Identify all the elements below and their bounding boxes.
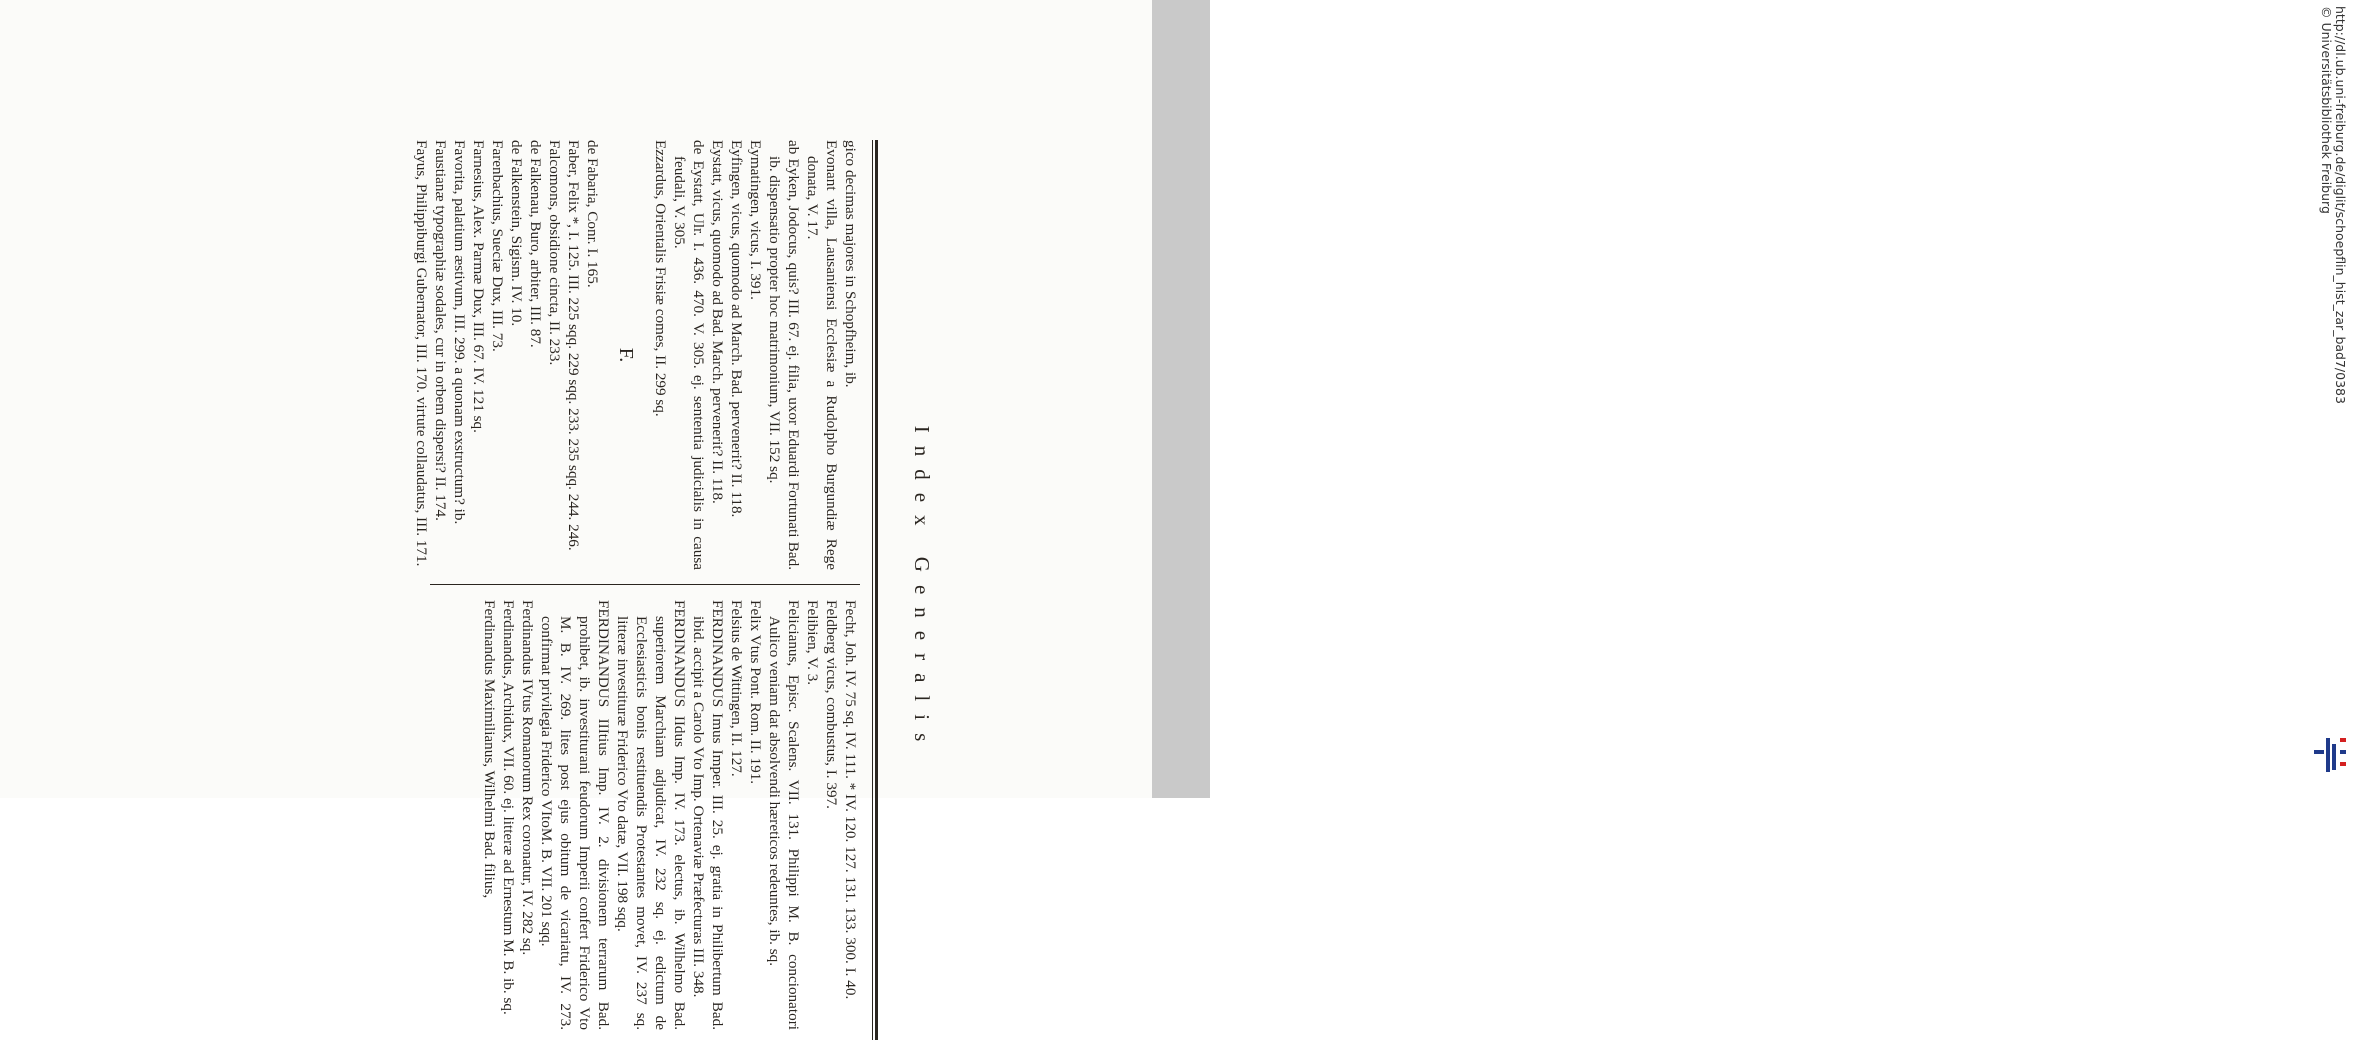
index-entry: Ferdinandus, Archidux, VII. 60. ej. litteræ ad Ernestum M. B. ib. sq. (500, 600, 517, 1015)
column-divider (430, 584, 860, 585)
index-entry: Eymatingen, vicus, I. 391. (747, 140, 764, 300)
index-entry: FERDINANDUS Imus Imper. III. 25. ej. gratia in Philibertum Bad. ibid. accipit a Carolo Vto Imp. Ortenaviæ Præfecturas III. 348. (690, 600, 726, 1030)
index-entry: Faber, Felix *, I. 125. III. 225 sqq. 229 sqq. 233. 235 sqq. 244. 246. (565, 140, 582, 551)
index-entry: Ezzardus, Orientalis Frisiæ comes, II. 299 sq. (652, 140, 669, 417)
index-entry: Favorita, palatium æstivum, III. 299. a quonam exstructum? ib. (451, 140, 468, 525)
index-entry: Felix Vtus Pont. Rom. II. 191. (747, 600, 764, 785)
index-entry: Evonant villa, Lausaniensi Ecclesiæ a Rudolpho Burgundiæ Rege donata, V. 17. (804, 140, 840, 570)
left-column (412, 140, 860, 570)
index-entry: de Falkenau, Buro, arbiter, III. 87. (527, 140, 544, 348)
scanned-page (0, 0, 1152, 1030)
index-entry: Feldberg vicus, combustus, I. 397. (823, 600, 840, 809)
index-entry: Felicianus, Episc. Scalens. VII. 131. Philippi M. B. concionatori Aulico veniam dat absolvendi hæreticos redeuntes, ib. sq. (766, 600, 802, 1030)
index-entry: gico decimas majores in Schopfheim, ib. (842, 140, 859, 388)
section-letter: F. (615, 347, 637, 363)
index-entry: Eyfingen, vicus, quomodo ad March. Bad. pervenerit? II. 118. (728, 140, 745, 518)
index-entry: de Falkenstein, Sigism. IV. 10. (508, 140, 525, 327)
viewer-sidebar (1152, 0, 2348, 798)
index-entry: Eystatt, vicus, quomodo ad Bad. March. pervenerit? II. 118. (709, 140, 726, 504)
index-entry: Farenbachius, Sueciæ Dux, III. 73. (489, 140, 506, 352)
index-entry: Fecht, Joh. IV. 75 sq. IV. 111. * IV. 120. 127. 131. 133. 300. I. 40. (842, 600, 859, 1000)
rotated-text-block (413, 140, 940, 1040)
header-rule-thin (872, 140, 873, 1040)
page-url-link[interactable]: http://dl.ub.uni-freiburg.de/diglit/schoepflin_hist_zar_bad7/0383 (2333, 6, 2348, 404)
index-entry: de Eystatt, Ulr. I. 436. 470. V. 305. ej. sententia judicialis in causa feudali, V. 305. (671, 140, 707, 570)
header-rule (875, 140, 878, 1040)
index-entry: Faustianæ typographiæ sodales, cur in orbem dispersi? II. 174. (432, 140, 449, 521)
index-entry: FERDINANDUS IIItius Imp. IV. 2. divisionem terrarum Bad. prohibet, ib. investiturani feudorum Imperii confert Friderico Vto M. B. IV. 269. lites post ejus obitum de vicariatu, IV. 273. confirmat privilegia Friderico VItoM. B. VII. 201 sqq. (538, 600, 612, 1030)
index-entry: de Fabaria, Conr. I. 165. (584, 140, 601, 288)
running-head (880, 140, 940, 1040)
index-entry: Ferdinandus Maximilianus, Wilhelmi Bad. filius, (481, 600, 498, 899)
index-entry: Ferdinandus IVtus Romanorum Rex coronatur, IV. 282 sq. (519, 600, 536, 956)
index-entry: FERDINANDUS IIdus Imp. IV. 173. electus, ib. Wilhelmo Bad. superiorem Marchiam adjudicat, IV. 232 sq. ej. edictum de Ecclesiasticis bonis restituendis Protestantes movet, IV. 237 sq. litteræ investituræ Friderico Vto datæ, VII. 198 sqq. (614, 600, 688, 1030)
index-entry: Fayus, Philippiburgi Gubernator, III. 170. virtute collaudatus, III. 171. (413, 140, 430, 567)
copyright-notice: © Universitätsbibliothek Freiburg (2319, 6, 2334, 214)
ub-freiburg-logo-icon (2312, 734, 2354, 774)
index-entry: Farnesius, Alex. Parmæ Dux, III. 67. IV. 121 sq. (470, 140, 487, 433)
page-heading: Index Generalis (910, 425, 934, 755)
right-column (480, 600, 860, 1030)
index-entry: Felsius de Wittingen, II. 127. (728, 600, 745, 777)
index-entry: Felibien, V. 3. (804, 600, 821, 686)
index-entry: Falcomons, obsidione cincta, II. 233. (546, 140, 563, 366)
index-entry: ab Eyken, Jodocus, quis? III. 67. ej. filia, uxor Eduardi Fortunati Bad. ib. dispensatio propter hoc matrimonium, VII. 152 sq. (766, 140, 802, 570)
